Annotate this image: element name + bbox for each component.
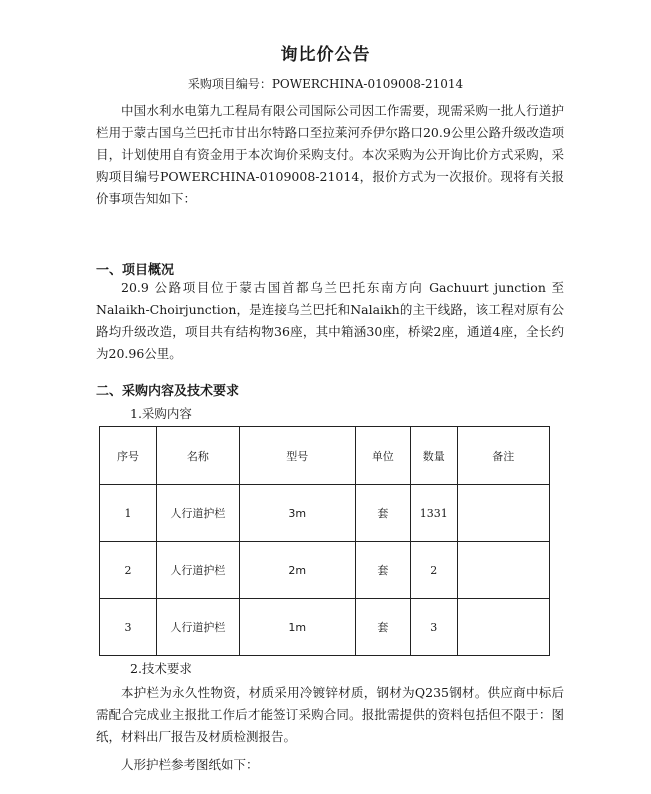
table-row	[100, 542, 550, 599]
cell-unit: 套	[355, 599, 410, 656]
page-title: 询比价公告	[280, 45, 371, 65]
cell-model: 1m	[239, 599, 355, 656]
subheading-technical-requirements: 2.技术要求	[130, 661, 192, 676]
overview-paragraph: 20.9 公路项目位于蒙古国首都乌兰巴托东南方向 Gachuurt junction 至Nalaikh-Choirjunction，是连接乌兰巴托和Nalaikh的主干线路，该工程对原有公路均升级改造，项目共有结构物36座，其中箱涵30座，桥梁2座，通道4座，全长约为20.96公里。	[96, 280, 564, 361]
cell-no: 3	[100, 599, 157, 656]
section-heading-procurement: 二、采购内容及技术要求	[96, 384, 240, 399]
header-unit: 单位	[355, 427, 410, 485]
drawing-reference-line: 人形护栏参考图纸如下：	[121, 757, 259, 772]
cell-no: 1	[100, 485, 157, 542]
intro-paragraph: 中国水利水电第九工程局有限公司国际公司因工作需要，现需采购一批人行道护栏用于蒙古国乌兰巴托市甘出尔特路口至拉莱河乔伊尔路口20.9公里公路升级改造项目，计划使用自有资金用于本次询价采购支付。本次采购为公开询比价方式采购，采购项目编号POWERCHINA-0109008-21014，报价方式为一次报价。现将有关报价事项告知如下：	[96, 103, 564, 206]
cell-qty: 1331	[410, 485, 457, 542]
cell-remark	[457, 599, 549, 656]
table-header-row	[100, 427, 550, 485]
subheading-procurement-content: 1.采购内容	[130, 406, 192, 421]
cell-name: 人行道护栏	[157, 599, 240, 656]
procurement-table	[99, 426, 550, 656]
cell-name: 人行道护栏	[157, 485, 240, 542]
cell-remark	[457, 485, 549, 542]
header-model: 型号	[239, 427, 355, 485]
header-qty: 数量	[410, 427, 457, 485]
header-remark: 备注	[457, 427, 549, 485]
technical-paragraph: 本护栏为永久性物资，材质采用冷镀锌材质，钢材为Q235钢材。供应商中标后需配合完成业主报批工作后才能签订采购合同。报批需提供的资料包括但不限于：图纸，材料出厂报告及材质检测报告。	[96, 685, 564, 744]
section-heading-overview: 一、项目概况	[96, 263, 175, 278]
header-name: 名称	[157, 427, 240, 485]
cell-name: 人行道护栏	[157, 542, 240, 599]
cell-qty: 3	[410, 599, 457, 656]
header-no: 序号	[100, 427, 157, 485]
table-row	[100, 599, 550, 656]
cell-unit: 套	[355, 542, 410, 599]
cell-unit: 套	[355, 485, 410, 542]
cell-model: 2m	[239, 542, 355, 599]
cell-no: 2	[100, 542, 157, 599]
table-row	[100, 485, 550, 542]
cell-remark	[457, 542, 549, 599]
cell-model: 3m	[239, 485, 355, 542]
cell-qty: 2	[410, 542, 457, 599]
project-number: 采购项目编号：POWERCHINA-0109008-21014	[187, 77, 464, 91]
